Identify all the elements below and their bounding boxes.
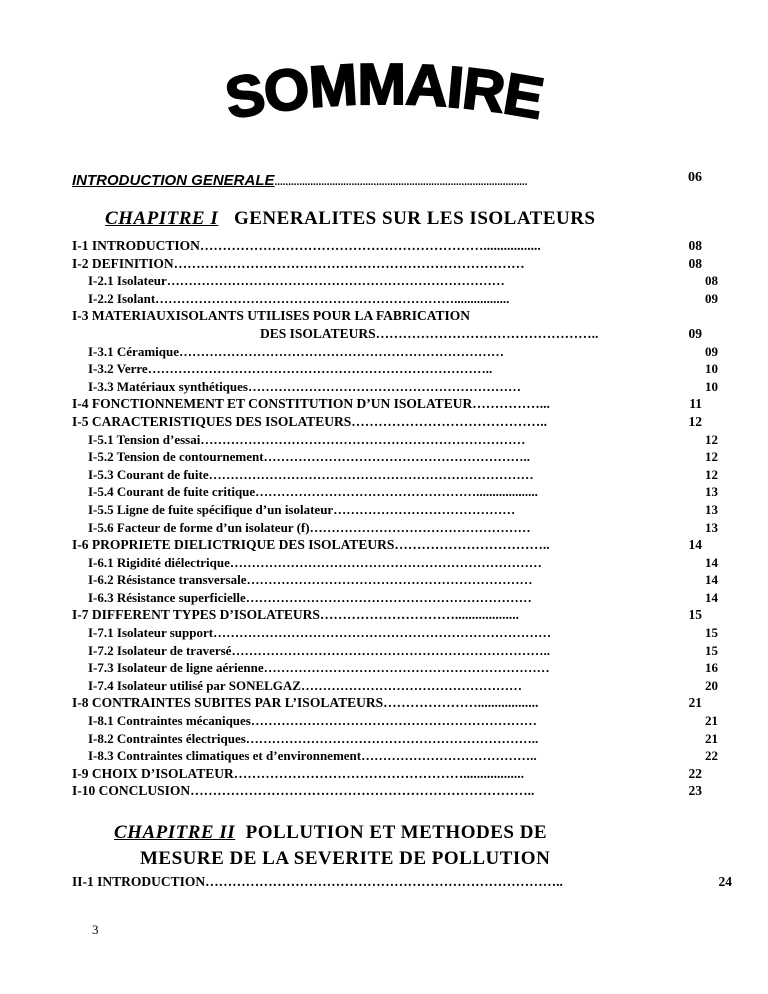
- chapter1-heading: [105, 208, 596, 230]
- toc-entry[interactable]: [72, 501, 718, 519]
- chapter2-number: CHAPITRE II: [114, 822, 236, 843]
- toc-entry-page: 21: [705, 730, 718, 746]
- toc-entry-text: I-4 FONCTIONNEMENT ET CONSTITUTION D’UN ISOLATEUR……………...: [72, 396, 550, 412]
- toc-entry[interactable]: [72, 677, 718, 695]
- toc-entry[interactable]: [72, 642, 718, 660]
- toc-entry-text: I-8.3 Contraintes climatiques et d’environnement…………………………………..: [88, 748, 537, 764]
- toc-entry[interactable]: [72, 554, 718, 572]
- toc-entry[interactable]: [72, 747, 718, 765]
- chapter1-title: GENERALITES SUR LES ISOLATEURS: [233, 208, 596, 229]
- toc-entry[interactable]: [72, 624, 718, 642]
- toc-entry[interactable]: [72, 730, 718, 748]
- intro-label: INTRODUCTION GENERALE: [72, 172, 275, 189]
- toc-entry-text: I-5.6 Facteur de forme d’un isolateur (f)……………………………………………: [88, 519, 531, 535]
- toc-entry-text: I-7.4 Isolateur utilisé par SONELGAZ……………………………………………: [88, 677, 522, 693]
- toc-entry-text: I-2 DEFINITION……………………………………………………………………: [72, 255, 525, 271]
- toc-entry-page: 14: [705, 554, 718, 570]
- toc-entry-page: 13: [705, 519, 718, 535]
- toc-entry-page: 14: [705, 572, 718, 588]
- toc-entry-text: I-5 CARACTERISTIQUES DES ISOLATEURS……………………………………..: [72, 413, 547, 429]
- toc-entry-text: I-6.1 Rigidité diélectrique………………………………………………………………: [88, 554, 542, 570]
- toc-entry-page: 12: [705, 431, 718, 447]
- toc-entry[interactable]: [72, 307, 672, 325]
- toc-entry[interactable]: [72, 272, 718, 290]
- toc-entry-text: I-5.2 Tension de contournement……………………………………………………..: [88, 449, 531, 465]
- toc-entry-text: I-8.2 Contraintes électriques…………………………………………………………..: [88, 730, 539, 746]
- toc-entry-page: 08: [688, 238, 702, 253]
- toc-entry-text: I-6 PROPRIETE DIELICTRIQUE DES ISOLATEURS……………………………..: [72, 537, 550, 553]
- toc-entry[interactable]: [72, 589, 718, 607]
- toc-entry[interactable]: [72, 395, 702, 413]
- toc-entry-text: I-6.2 Résistance transversale…………………………………………………………: [88, 572, 533, 588]
- toc-entry-page: 23: [688, 783, 702, 799]
- chapter2-title-line2: MESURE DE LA SEVERITE DE POLLUTION: [140, 848, 551, 869]
- toc-entry-page: 09: [705, 290, 718, 306]
- toc-entry-page: 20: [705, 677, 718, 693]
- table-of-contents: [72, 237, 718, 800]
- toc-entry[interactable]: [72, 483, 718, 501]
- toc-entry-text: I-8 CONTRAINTES SUBITES PAR L’ISOLATEURS…………………..................: [72, 695, 539, 711]
- toc-entry-page: 08: [688, 255, 702, 271]
- toc-entry-text: I-3.1 Céramique…………………………………………………………………: [88, 343, 504, 359]
- toc-entry-text: I-1 INTRODUCTION……………………………………………………….................: [72, 238, 541, 253]
- intro-entry[interactable]: INTRODUCTION GENERALE............................................................................................: [72, 172, 528, 189]
- toc-entry-text: I-5.4 Courant de fuite critique……………………………………………...................: [88, 484, 538, 500]
- toc-entry-page: 16: [705, 660, 718, 676]
- toc-entry-page: 21: [705, 713, 718, 729]
- toc-entry-page: 10: [705, 361, 718, 377]
- toc-entry-page: 13: [705, 501, 718, 517]
- toc-entry-page: 09: [705, 343, 718, 359]
- title-text: SOMMAIRE: [220, 51, 548, 128]
- toc-entry[interactable]: [72, 571, 718, 589]
- toc-entry-page: 22: [705, 748, 718, 764]
- toc-entry-text: I-5.3 Courant de fuite…………………………………………………………………: [88, 466, 534, 482]
- toc-entry-page: 21: [688, 695, 702, 711]
- toc-entry-text: I-7 DIFFERENT TYPES D’ISOLATEURS…………………………...................: [72, 607, 520, 623]
- page-number: 3: [92, 922, 99, 937]
- toc-entry-page: 11: [689, 396, 702, 412]
- toc-entry-page: 15: [688, 607, 702, 623]
- toc-entry-text: I-3.2 Verre……………………………………………………………………..: [88, 361, 493, 377]
- toc-entry-text: I-2.1 Isolateur……………………………………………………………………: [88, 273, 505, 289]
- intro-page: 06: [688, 170, 702, 185]
- toc-entry-page: 15: [705, 625, 718, 641]
- toc-entry-text: I-3.3 Matériaux synthétiques………………………………………………………: [88, 378, 521, 394]
- toc-entry[interactable]: [72, 782, 702, 800]
- toc-entry[interactable]: [72, 378, 718, 396]
- toc-entry-page: 12: [688, 413, 702, 429]
- toc-entry-text: I-5.1 Tension d’essai…………………………………………………………………: [88, 431, 526, 447]
- toc-entry[interactable]: [72, 519, 718, 537]
- toc-entry-text: DES ISOLATEURS…………………………………………..: [260, 325, 599, 341]
- toc-entry-text: I-9 CHOIX D’ISOLATEUR……………………………………………..................: [72, 765, 525, 781]
- toc-entry-page: 15: [705, 642, 718, 658]
- toc-entry[interactable]: [72, 325, 702, 343]
- toc-entry[interactable]: [72, 343, 718, 361]
- toc-entry-page: 14: [688, 537, 702, 553]
- toc-entry-page: 09: [688, 325, 702, 341]
- toc-entry-text: I-5.5 Ligne de fuite spécifique d’un isolateur……………………………………: [88, 501, 516, 517]
- toc-entry-text: I-8.1 Contraintes mécaniques…………………………………………………………: [88, 713, 537, 729]
- toc-entry-text: I-10 CONCLUSION…………………………………………………………………..: [72, 783, 535, 799]
- toc-entry[interactable]: [72, 431, 718, 449]
- toc-entry-page: 14: [705, 589, 718, 605]
- toc-entry[interactable]: [72, 765, 702, 783]
- toc-entry[interactable]: [72, 606, 702, 624]
- toc-entry-text: I-7.3 Isolateur de ligne aérienne…………………………………………………………: [88, 660, 550, 676]
- toc-entry[interactable]: [72, 360, 718, 378]
- toc-entry-page: 08: [705, 273, 718, 289]
- toc-entry[interactable]: [72, 536, 702, 554]
- chapter2-title-line1: POLLUTION ET METHODES DE: [245, 822, 548, 843]
- toc-entry-ii-1[interactable]: II-1 INTRODUCTION…………………………………………………………………….. 24: [72, 874, 732, 889]
- toc-entry-text: I-7.2 Isolateur de traversé………………………………………………………………..: [88, 642, 550, 658]
- toc-entry-page: 10: [705, 378, 718, 394]
- toc-entry-text: I-7.1 Isolateur support……………………………………………………………………: [88, 625, 552, 641]
- toc-entry-text: I-2.2 Isolant…………………………………………………………….................: [88, 290, 510, 306]
- toc-entry[interactable]: [72, 466, 718, 484]
- toc-entry-text: I-3 MATERIAUXISOLANTS UTILISES POUR LA FABRICATION: [72, 308, 470, 324]
- toc-entry-page: 22: [688, 765, 702, 781]
- toc-entry[interactable]: [72, 659, 718, 677]
- toc-entry[interactable]: [72, 255, 702, 273]
- toc-entry-page: 12: [705, 466, 718, 482]
- toc-entry-text: I-6.3 Résistance superficielle…………………………………………………………: [88, 589, 532, 605]
- toc-entry[interactable]: [72, 694, 702, 712]
- chapter2-heading: [114, 822, 547, 844]
- toc-entry-page: 12: [705, 449, 718, 465]
- toc-entry[interactable]: [72, 413, 702, 431]
- chapter1-number: CHAPITRE I: [105, 208, 219, 229]
- toc-entry[interactable]: [72, 448, 718, 466]
- toc-entry[interactable]: [72, 290, 718, 308]
- page-title: [0, 38, 768, 128]
- toc-entry[interactable]: [72, 237, 702, 255]
- toc-entry[interactable]: [72, 712, 718, 730]
- toc-entry-page: 13: [705, 484, 718, 500]
